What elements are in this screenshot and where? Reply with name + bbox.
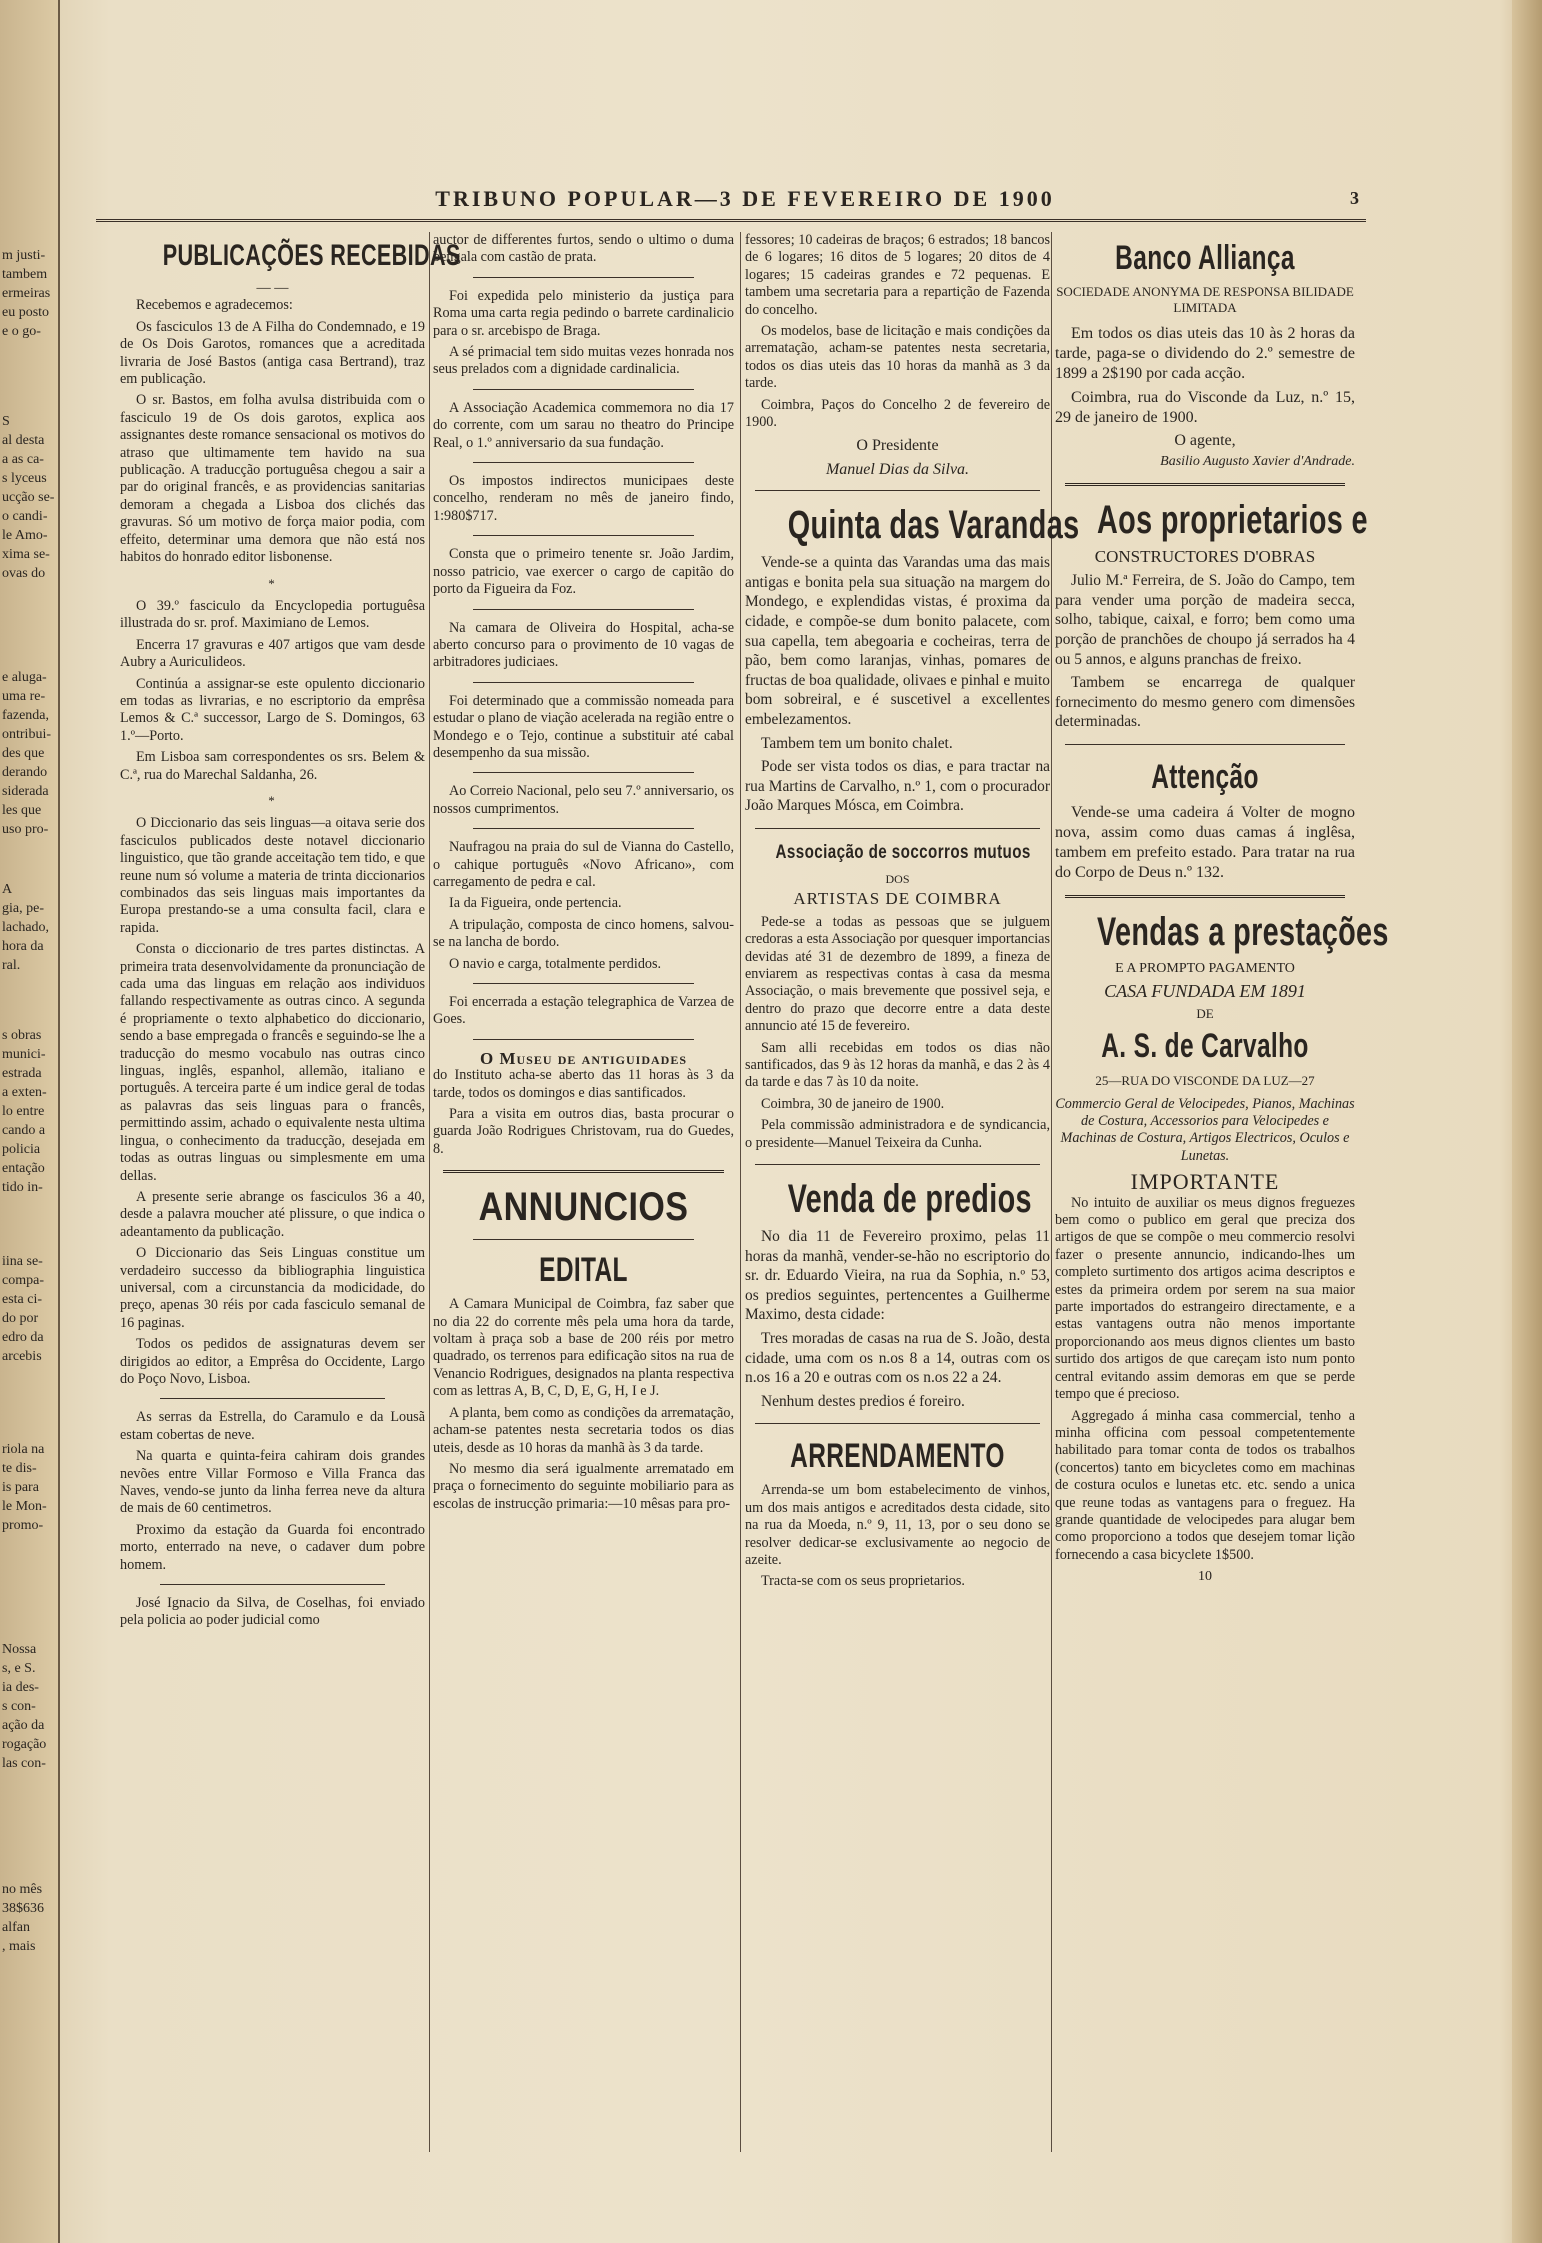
edge-fragment: a as ca- [2,452,44,467]
article-paragraph: Os modelos, base de licitação e mais condições da arrematação, acham-se patentes nesta secretaria, todos os dias uteis das 10 horas da manhã as 3 da tarde. [745,323,1050,392]
vendas-subtitle: E A PROMPTO PAGAMENTO [1115,960,1295,976]
assoc-artistas: ARTISTAS DE COIMBRA [793,889,1002,909]
article-separator [1065,895,1345,898]
column-divider [429,232,430,2152]
casa-fundada: CASA FUNDADA EM 1891 [1104,981,1306,1002]
assoc-heading: Associação de soccorros mutuos [775,842,1031,863]
edge-fragment: entação [2,1161,45,1176]
proprietarios-subtitle: CONSTRUCTORES D'OBRAS [1094,546,1316,566]
edge-fragment: rogação [2,1737,47,1752]
article-paragraph: Os impostos indirectos municipaes deste concelho, renderam no mês de janeiro findo, 1:980$717. [433,473,734,524]
article-paragraph: Vende-se uma cadeira á Volter de mogno nova, assim como duas camas á inglêsa, tambem em prefeito estado. Para tratar na rua do Corpo de Deus n.º 132. [1055,803,1355,881]
article-paragraph: Consta que o primeiro tenente sr. João Jardim, nosso patricio, vae exercer o cargo de capitão do porto da Figueira da Foz. [433,546,734,598]
article-paragraph: Pela commissão administradora e de syndicancia, o presidente—Manuel Teixeira da Cunha. [745,1117,1050,1151]
edge-fragment: compa- [2,1273,44,1288]
article-paragraph: O Diccionario das Seis Linguas constitue um verdadeiro successo da bibliographia linguistica universal, com a circunstancia da modicidade, do preço, apenas 30 réis por cada fasciculo semanal de 16 paginas. [120,1245,425,1331]
edge-fragment-group [0,412,54,583]
article-paragraph: Julio M.ª Ferreira, de S. João do Campo, tem para vender uma porção de madeira secca, solho, tabique, caixal, e forro; bem como uma porção de pranchões de choupo já serrados ha 4 ou 5 annos, e alguns pranchas de freixo. [1055,572,1355,668]
article-separator [473,828,694,829]
article-paragraph: Foi expedida pelo ministerio da justiça para Roma uma carta regia pedindo o barrete cardinalicio para o sr. arcebispo de Braga. [433,287,734,339]
article-paragraph: Tres moradas de casas na rua de S. João, desta cidade, uma com os n.os 8 a 14, outras com os n.os 16 a 20 e outras com os n.os 22 a 24. [745,1330,1050,1387]
edge-fragment: hora da [2,939,44,954]
edge-fragment: esta ci- [2,1292,43,1307]
article-paragraph: Coimbra, 30 de janeiro de 1900. [761,1095,945,1112]
edge-fragment: iina se- [2,1254,43,1269]
edge-fragment: ermeiras [2,286,51,301]
heading-dash: — — [256,280,289,296]
edge-fragment: 38$636 [2,1901,44,1916]
column-4 [1055,232,1389,2183]
article-separator [755,1164,1040,1165]
article-separator [473,609,694,610]
edge-fragment: do por [2,1311,39,1326]
article-paragraph: auctor de differentes furtos, sendo o ultimo o duma bengala com castão de prata. [433,232,734,266]
article-paragraph: Os fasciculos 13 de A Filha do Condemnado, e 19 de Os Dois Garotos, romances que a acreditada livraria de José Bastos (antiga casa Bertrand), traz em publicação. [120,318,425,388]
edge-fragment: e o go- [2,324,41,339]
annuncios-heading: ANNUNCIOS [478,1185,689,1230]
edge-fragment: s con- [2,1699,36,1714]
edge-fragment-group [0,668,51,839]
article-paragraph: Continúa a assignar-se este opulento diccionario em todas as livrarias, e no escriptorio da emprêsa Lemos & C.ª successor, Largo de S. Domingos, 63 1.º—Porto. [120,675,425,744]
article-paragraph: Naufragou na praia do sul de Vianna do Castello, o cahique português «Novo Africano», com carregamento de pedra e cal. [433,839,734,890]
article-paragraph: Foi determinado que a commissão nomeada para estudar o plano de viação acelerada na região entre o Mondego e o Tejo, continue a substituir até cabal desempenho da sua missão. [433,692,734,761]
edge-fragment: Nossa [2,1642,37,1657]
article-paragraph: No intuito de auxiliar os meus dignos freguezes bem como o publico em geral que preciza dos artigos de que se compõe o meu commercio resolvi fazer o presente annuncio, indicando-lhes um completo surtimento dos artigos acima descriptos e estes da primeira ordem por serem na sua maior parte importados do estrangeiro directamente, e a estas vantagens outra não menos importante proporcionando aos meus dignos clientes um basto surtido dos artigos de que careçam isto num ponto central evitando assim demoras em que se perde tempo que é precioso. [1055,1194,1355,1403]
edge-fragment: ontribui- [2,727,51,742]
edge-fragment: e aluga- [2,670,47,685]
edge-fragment: riola na [2,1442,45,1457]
column-divider [740,232,741,2152]
signature-name: Manuel Dias da Silva. [825,460,970,478]
section-heading-publicacoes: PUBLICAÇÕES RECEBIDAS [162,239,461,272]
article-paragraph: Foi encerrada a estação telegraphica de Varzea de Goes. [433,994,734,1028]
article-separator [160,1584,385,1585]
article-separator [473,772,694,773]
article-paragraph: O navio e carga, totalmente perdidos. [449,955,662,972]
edge-fragment: , mais [2,1939,36,1954]
edge-fragment: s obras [2,1028,42,1043]
assoc-dos: DOS [885,872,910,886]
article-paragraph: A tripulação, composta de cinco homens, salvou-se na lancha de bordo. [433,916,734,951]
arrendamento-heading: ARRENDAMENTO [790,1437,1005,1476]
edge-fragment: lo entre [2,1104,45,1119]
proprietarios-heading: Aos proprietarios e [1097,497,1368,542]
article-paragraph: Na quarta e quinta-feira cahiram dois grandes nevões entre Villar Formoso e Villa Franca das Naves, vendo-se junto da linha ferrea neve da altura de mais de 60 centimetros. [120,1448,425,1517]
edge-fragment-group [0,1640,46,1773]
article-paragraph: Em Lisboa sam correspondentes os srs. Belem & C.ª, rua do Marechal Saldanha, 26. [120,749,425,783]
edge-fragment-group [0,1440,47,1535]
edge-fragment-group [0,1026,47,1197]
commercio-line: Commercio Geral de Velocipedes, Pianos, Machinas de Costura, Accessorios para Velocipedes e Machinas de Costura, Artigos Electricos, Oculos e Lunetas. [1055,1095,1355,1164]
article-paragraph: A planta, bem como as condições da arrematação, acham-se patentes nesta secretaria todos os dias uteis, desde as 10 horas da manhã às 3 da tarde. [433,1404,734,1456]
article-separator [473,983,694,984]
agente-name: Basilio Augusto Xavier d'Andrade. [1160,454,1355,470]
column-3 [745,232,1080,2183]
edge-fragment: gia, pe- [2,901,44,916]
edge-fragment: tido in- [2,1180,43,1195]
article-paragraph: Nenhum destes predios é foreiro. [761,1392,965,1410]
attencao-heading: Attenção [1151,757,1259,796]
venda-heading: Venda de predios [787,1177,1032,1222]
section-star: * [268,792,277,808]
article-paragraph: Pede-se a todas as pessoas que se julguem credoras a esta Associação por quesquer importancias devidas até 31 de dezembro de 1899, a fineza de enviarem as respectivas contas à casa da mesma Associação, o mais brevemente que possivel seja, e dentro do prazo que decorre entre a data deste annuncio até 15 de fevereiro. [745,913,1050,1035]
quinta-heading: Quinta das Varandas [787,503,1080,548]
edge-fragment: les que [2,803,42,818]
article-paragraph: José Ignacio da Silva, de Coselhas, foi enviado pela policia ao poder judicial como [120,1595,425,1629]
article-separator [473,462,694,463]
article-separator [473,389,694,390]
article-paragraph: Na camara de Oliveira do Hospital, acha-se aberto concurso para o provimento de 10 vagas de arbitradores judiciaes. [433,619,734,671]
edge-fragment: cando a [2,1123,46,1138]
article-paragraph: Sam alli recebidas em todos os dias não santificados, das 9 às 12 horas da manhã, e das 2 às 4 da tarde e das 7 às 10 da noite. [745,1039,1050,1091]
article-separator [1065,744,1345,745]
article-paragraph: Arrenda-se um bom estabelecimento de vinhos, um dos mais antigos e acreditados desta cidade, sito na rua da Moeda, n.º 9, 11, 13, por o seu dono se resolver dedicar-se exclusivamente ao negocio de azeite. [745,1482,1050,1569]
article-separator [160,1398,385,1399]
carvalho-address: 25—RUA DO VISCONDE DA LUZ—27 [1095,1073,1315,1089]
column-2 [433,232,734,2183]
article-paragraph: No dia 11 de Fevereiro proximo, pelas 11 horas da manhã, vender-se-hão no escriptorio do sr. dr. Eduardo Vieira, na rua da Sophia, n.º 53, os predios seguintes, pertencentes a Guilherme Maximo, desta cidade: [745,1228,1050,1324]
edge-fragment: uma re- [2,689,46,704]
museu-heading: O Museu de antiguidades [479,1048,688,1068]
masthead-title: TRIBUNO POPULAR—3 DE FEVEREIRO DE 1900 [435,186,1055,211]
section-star: * [268,575,277,591]
article-paragraph: Consta o diccionario de tres partes distinctas. A primeira trata desenvolvidamente da pronunciação de cada uma das linguas em relação aos individuos fallando respectivamente as outras cinco. A segunda é propriamente o texto alphabetico do diccionario, sendo a base empregada o francês e seguindo-se lhe a traducção do mesmo vocabulo nas outras cinco linguas, inglês, espanhol, allemão, italiano e português. A terceira parte é um indice geral de todas as palavras das seis linguas para o francês, permittindo assim, achado o equivalente nesta ultima lingua, o conhecimento da traducção, desejada em todas as outras linguas ou simplesmente em uma dellas. [120,941,425,1184]
edge-fragment: des que [2,746,45,761]
header-rule [96,219,1366,222]
edge-fragment: lachado, [2,920,50,935]
article-paragraph: A sé primacial tem sido muitas vezes honrada nos seus prelados com a dignidade cardinalicia. [433,344,734,378]
edge-fragment: al desta [2,433,45,448]
edge-fragment: tambem [2,267,48,282]
agente-label: O agente, [1174,432,1236,449]
article-paragraph: Tambem tem um bonito chalet. [761,734,953,752]
column-1 [120,232,461,2183]
edge-fragment: m justi- [2,248,46,263]
article-paragraph: Recebemos e agradecemos: [136,297,293,314]
edge-fragment: alfan [2,1920,30,1935]
article-paragraph: Tracta-se com os seus proprietarios. [761,1573,965,1590]
edge-fragment: ia des- [2,1680,39,1695]
article-paragraph: Para a visita em outros dias, basta procurar o guarda João Rodrigues Christovam, rua do Guedes, 8. [433,1106,734,1157]
article-separator [1065,483,1345,486]
edge-fragment: xima se- [2,547,50,562]
article-paragraph: Em todos os dias uteis das 10 às 2 horas da tarde, paga-se o dividendo do 2.º semestre de 1899 a 2$190 por cada acção. [1055,325,1355,382]
edge-fragment: S [2,414,10,429]
article-paragraph: Ia da Figueira, onde pertencia. [449,895,622,912]
article-paragraph: fessores; 10 cadeiras de braços; 6 estrados; 18 bancos de 6 logares; 16 ditos de 5 logares; 20 ditos de 4 logares; 15 cadeiras grandes e 72 pequenas. E tambem uma secretaria para a repartição de Fazenda do concelho. [745,232,1050,318]
vendas-heading: Vendas a prestações [1097,909,1389,954]
edge-fragment: munici- [2,1047,46,1062]
article-paragraph: Coimbra, Paços do Concelho 2 de fevereiro de 1900. [745,396,1050,431]
article-paragraph: O 39.º fasciculo da Encyclopedia portuguêsa illustrada do sr. prof. Maximiano de Lemos. [120,597,425,632]
article-separator [755,828,1040,829]
banco-subtitle: SOCIEDADE ANONYMA DE RESPONSA BILIDADE LIMITADA [1056,284,1354,315]
edge-fragment-group [0,1880,44,1956]
article-paragraph: A presente serie abrange os fasciculos 36 a 40, desde a palavra moucher até plissure, o que indica o adeantamento da publicação. [120,1188,425,1240]
article-paragraph: A Associação Academica commemora no dia 17 do corrente, com um sarau no theatro do Principe Real, o 1.º anniversario da sua fundação. [433,399,734,451]
edge-fragment: las con- [2,1756,46,1771]
edge-fragment: ovas do [2,566,46,581]
importante-heading: IMPORTANTE [1130,1169,1280,1195]
edge-fragment: no mês [2,1882,43,1897]
edge-fragment: A [2,882,13,897]
article-paragraph: Coimbra, rua do Visconde da Luz, n.º 15, 29 de janeiro de 1900. [1055,389,1355,426]
announcements-rule [443,1170,724,1173]
edital-heading: EDITAL [539,1251,628,1290]
edge-fragment-group [0,246,50,341]
article-paragraph: Aggregado á minha casa commercial, tenho a minha officina com pessoal competentemente habilitado para tomar conta de todos os trabalhos (concertos) tanto em bicycletes como em machinas de costura oculos e lunetas etc. etc. sendo a unica que reune todas as vantagens para o freguez. Ha grande quantidade de velocipedes para alugar bem como proporciono a todos que desejem tomar lição fornecendo a casa bicyclete 1$500. [1055,1407,1355,1563]
edge-fragment: ação da [2,1718,45,1733]
article-separator [473,277,694,278]
edge-fragment: le Mon- [2,1499,47,1514]
article-separator [473,535,694,536]
article-paragraph: Proximo da estação da Guarda foi encontrado morto, enterrado na neve, o cadaver dum pobre homem. [120,1521,425,1573]
edge-fragment: fazenda, [2,708,50,723]
edge-fragment-group [0,880,49,975]
article-paragraph: Encerra 17 gravuras e 407 artigos que vam desde Aubry a Auriculideos. [120,636,425,671]
article-paragraph: Pode ser vista todos os dias, e para tractar na rua Martins de Carvalho, n.º 1, com o procurador João Marques Móscа, em Coimbra. [745,758,1050,815]
article-paragraph: Vende-se a quinta das Varandas uma das mais antigas e bonita pela sua situação na margem do Mondego, e explendidas vistas, é proxima da cidade, e compõe-se dum bonito palacete, com sua capella, tem abegoaria e cocheiras, terra de pão, bem como laranjas, vinhas, pomares de fructas de boa qualidade, olivaes e pinhal e muito bom sobreiral, e é suscetivel a excellentes embelezamentos. [745,554,1050,729]
footer-number: 10 [1198,1569,1212,1585]
article-separator [473,1239,694,1240]
page-fold [1512,0,1542,2243]
article-paragraph: do Instituto acha-se aberto das 11 horas às 3 da tarde, todos os domingos e dias santificados. [433,1067,734,1101]
page-number: 3 [1350,188,1359,208]
article-separator [755,1423,1040,1424]
edge-fragment: arcebis [2,1349,42,1364]
signature-title: O Presidente [856,437,939,455]
article-paragraph: Ao Correio Nacional, pelo seu 7.º anniversario, os nossos cumprimentos. [433,783,734,817]
edge-fragment: edro da [2,1330,44,1345]
banco-heading: Banco Alliança [1115,239,1295,277]
article-separator [755,490,1040,491]
article-paragraph: O Diccionario das seis linguas—a oitava serie dos fasciculos publicados deste notavel diccionario linguistico, que tão grande acceitação tem tido, e que reune num só volume a materia de trinta diccionarios combinados das seis linguas mais importantes da Europa prestando-se a uma consulta facil, clara e rapida. [120,815,425,936]
adjacent-page-edge [0,0,60,2243]
article-separator [473,682,694,683]
article-paragraph: As serras da Estrella, do Caramulo e da Lousã estam cobertas de neve. [120,1409,425,1443]
edge-fragment: ral. [2,958,21,973]
article-paragraph: Todos os pedidos de assignaturas devem ser dirigidos ao editor, a Emprêsa do Occidente, Largo do Poço Novo, Lisboa. [120,1336,425,1387]
edge-fragment: estrada [2,1066,42,1081]
article-separator [473,1039,694,1040]
edge-fragment: policia [2,1142,41,1157]
edge-fragment-group [0,1252,44,1366]
edge-fragment: derando [2,765,48,780]
edge-fragment: a exten- [2,1085,47,1100]
edge-fragment: s, e S. [2,1661,36,1676]
article-paragraph: Tambem se encarrega de qualquer fornecimento do mesmo genero com dimensões determinadas. [1055,674,1355,731]
edge-fragment: promo- [2,1518,44,1533]
article-paragraph: A Camara Municipal de Coimbra, faz saber que no dia 22 do corrente mês pela uma hora da tarde, voltam à praça sob a base de 200 réis por metro quadrado, os terrenos para edificação sitos na rua de Venancio Rodrigues, designados na planta respectiva com as lettras A, B, C, D, E, G, H, I e J. [433,1296,734,1400]
article-paragraph: O sr. Bastos, em folha avulsa distribuida com o fasciculo 19 de Os dois garotos, explica aos assignantes deste romance sensacional os motivos do atraso que ultimamente tem havido na sua publicação. A traducção portuguêsa chegou a sair a par do original francês, e as providencias sanitarias demoram a chegada a Lisboa dos clichés das gravuras. Só um motivo de força maior podia, com effeito, determinar uma demora que não está nos habitos do honrado editor lisbonense. [120,392,425,566]
edge-fragment: te dis- [2,1461,37,1476]
edge-fragment: le Amo- [2,528,48,543]
edge-fragment: uso pro- [2,822,49,837]
edge-fragment: eu posto [2,305,50,320]
carvalho-heading: A. S. de Carvalho [1101,1027,1309,1066]
edge-fragment: o candi- [2,509,48,524]
edge-fragment: siderada [2,784,49,799]
edge-fragment: ucção se- [2,490,55,505]
de-label: DE [1196,1005,1214,1021]
edge-fragment: s lyceus [2,471,47,486]
article-paragraph: No mesmo dia será igualmente arrematado em praça o fornecimento do seguinte mobiliario para as escolas de instrucção primaria:—10 mêsas para pro- [433,1460,734,1512]
edge-fragment: is para [2,1480,39,1495]
